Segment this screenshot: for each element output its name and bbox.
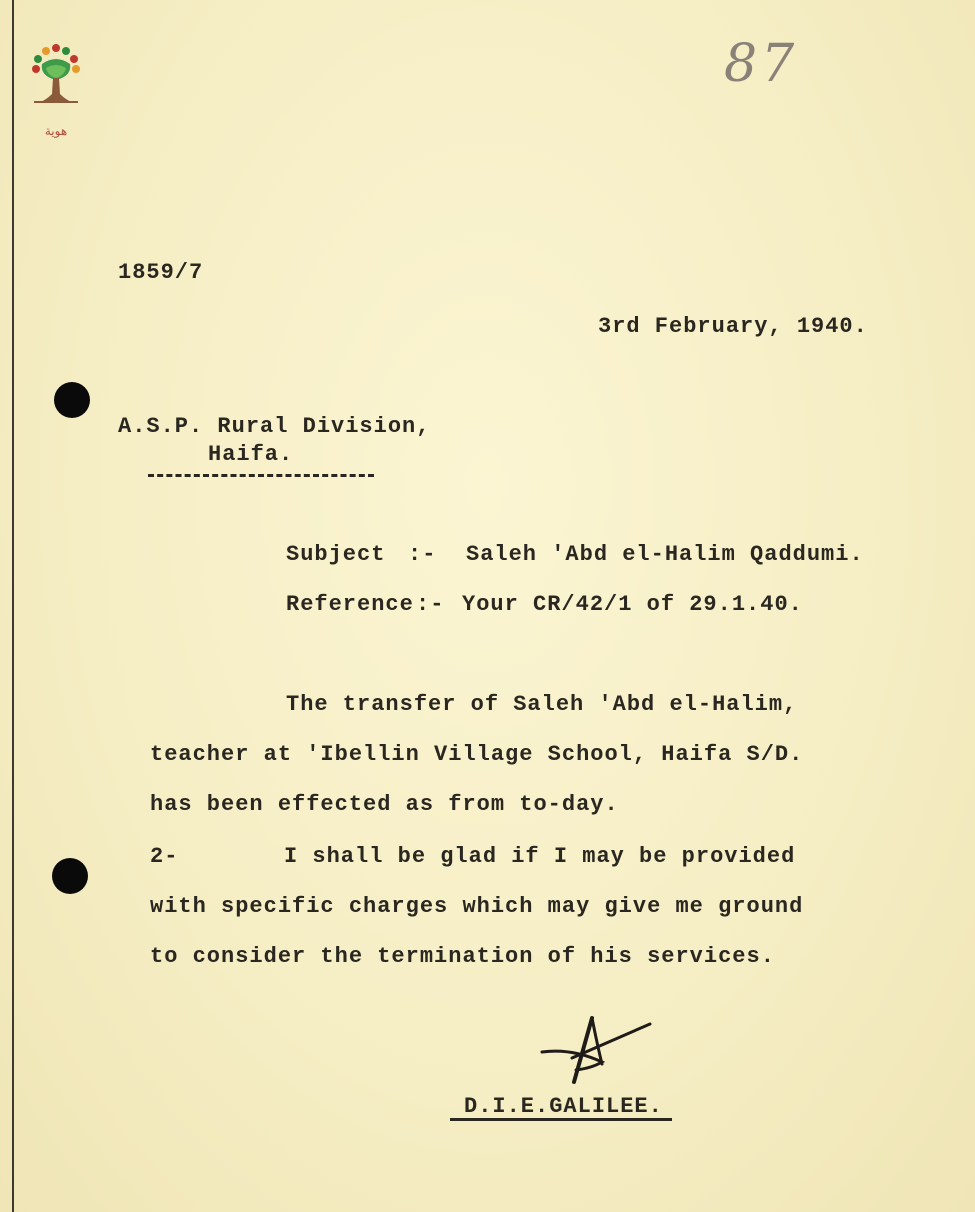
scan-edge-line	[12, 0, 14, 1212]
para2-line-2: with specific charges which may give me ground	[150, 894, 804, 919]
subject-separator: :-	[408, 542, 437, 567]
subject-label: Subject	[286, 542, 386, 567]
body-line-1: The transfer of Saleh 'Abd el-Halim,	[286, 692, 798, 717]
handwritten-signature	[532, 1008, 656, 1094]
logo-caption: هوية	[44, 124, 68, 138]
para2-line-3: to consider the termination of his services.	[150, 944, 775, 969]
addressee-line-1: A.S.P. Rural Division,	[118, 414, 431, 439]
punch-hole-top	[54, 382, 90, 418]
body-line-2: teacher at 'Ibellin Village School, Haifa S/D.	[150, 742, 804, 767]
reference-separator: :-	[416, 592, 445, 617]
paragraph-number: 2-	[150, 844, 179, 869]
file-number: 1859/7	[118, 260, 204, 285]
folio-number-text: 87	[724, 34, 799, 94]
punch-hole-bottom	[52, 858, 88, 894]
addressee-underline	[148, 474, 374, 477]
addressee-line-2: Haifa.	[208, 442, 294, 467]
letter-date: 3rd February, 1940.	[598, 314, 868, 339]
body-line-3: has been effected as from to-day.	[150, 792, 619, 817]
reference-value: Your CR/42/1 of 29.1.40.	[462, 592, 803, 617]
subject-value: Saleh 'Abd el-Halim Qaddumi.	[466, 542, 864, 567]
signatory-title: D.I.E.GALILEE.	[464, 1094, 663, 1119]
reference-label: Reference	[286, 592, 414, 617]
para2-line-1: I shall be glad if I may be provided	[284, 844, 796, 869]
signatory-underline	[450, 1118, 672, 1121]
folio-number	[724, 34, 814, 104]
